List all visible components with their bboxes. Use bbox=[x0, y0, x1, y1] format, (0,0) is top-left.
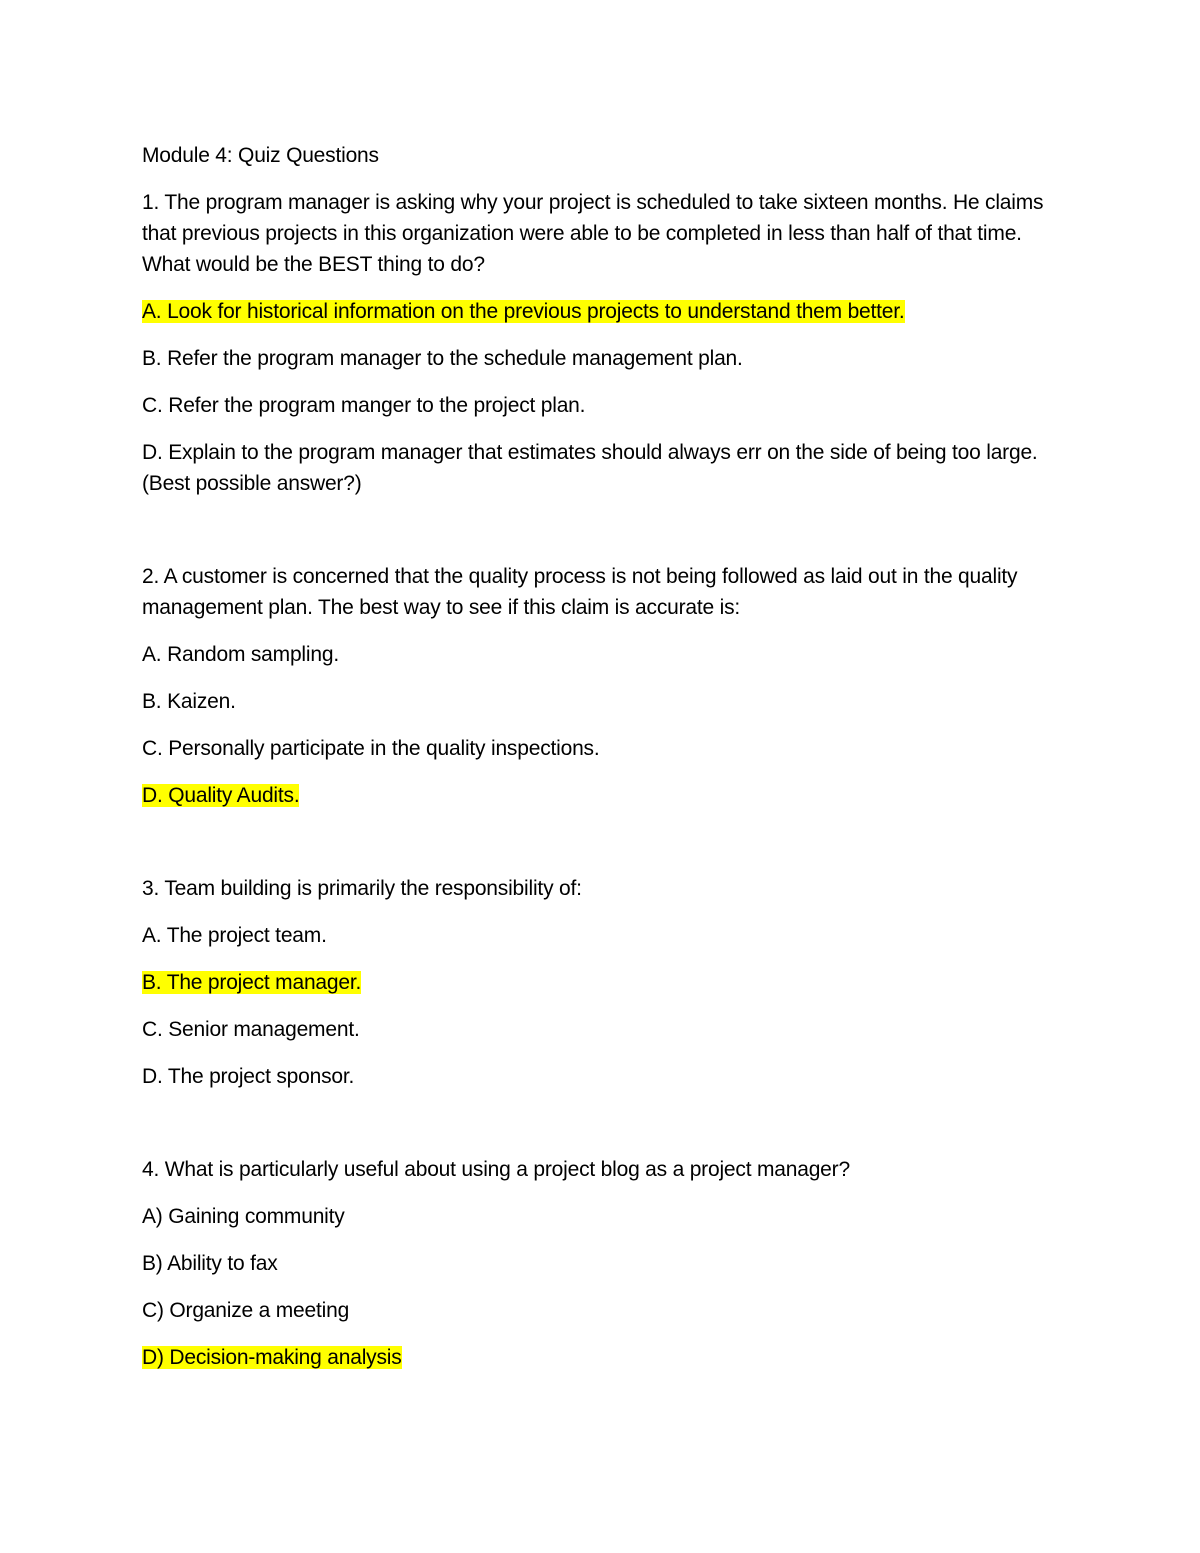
document-title: Module 4: Quiz Questions bbox=[142, 144, 379, 167]
question-block bbox=[142, 873, 1062, 1092]
answer-option: D. The project sponsor. bbox=[142, 1065, 355, 1088]
question-prompt: 4. What is particularly useful about using a project blog as a project manager? bbox=[142, 1158, 850, 1181]
answer-option: C. Refer the program manger to the project plan. bbox=[142, 394, 586, 417]
highlighted-answer: D. Quality Audits. bbox=[142, 784, 300, 807]
highlighted-answer: B. The project manager. bbox=[142, 971, 362, 994]
question-prompt: 3. Team building is primarily the responsibility of: bbox=[142, 877, 582, 900]
spacer bbox=[142, 515, 1062, 561]
answer-option: D. Explain to the program manager that estimates should always err on the side of being too large. (Best possible answer?) bbox=[142, 441, 1038, 495]
answer-option: A. The project team. bbox=[142, 924, 327, 947]
answer-option bbox=[142, 780, 1062, 811]
answer-option: C. Senior management. bbox=[142, 1018, 360, 1041]
question-block bbox=[142, 1154, 1062, 1373]
answer-option bbox=[142, 1342, 1062, 1373]
highlighted-answer: D) Decision-making analysis bbox=[142, 1346, 402, 1369]
answer-option: C. Personally participate in the quality inspections. bbox=[142, 737, 600, 760]
question-prompt: 1. The program manager is asking why your project is scheduled to take sixteen months. He claims that previous projects in this organization were able to be completed in less than half of that time. What would be the BEST thing to do? bbox=[142, 191, 1044, 276]
answer-option: A. Random sampling. bbox=[142, 643, 339, 666]
question-block bbox=[142, 187, 1062, 499]
answer-option bbox=[142, 296, 1062, 327]
answer-option: C) Organize a meeting bbox=[142, 1299, 350, 1322]
highlighted-answer: A. Look for historical information on the previous projects to understand them better. bbox=[142, 300, 905, 323]
answer-option: B) Ability to fax bbox=[142, 1252, 278, 1275]
answer-option: B. Kaizen. bbox=[142, 690, 236, 713]
question-prompt: 2. A customer is concerned that the quality process is not being followed as laid out in the quality management plan. The best way to see if this claim is accurate is: bbox=[142, 565, 1018, 619]
answer-option: A) Gaining community bbox=[142, 1205, 345, 1228]
spacer bbox=[142, 1108, 1062, 1154]
answer-option: B. Refer the program manager to the schedule management plan. bbox=[142, 347, 743, 370]
question-block bbox=[142, 561, 1062, 811]
spacer bbox=[142, 827, 1062, 873]
answer-option bbox=[142, 967, 1062, 998]
document-page bbox=[142, 140, 1062, 1389]
